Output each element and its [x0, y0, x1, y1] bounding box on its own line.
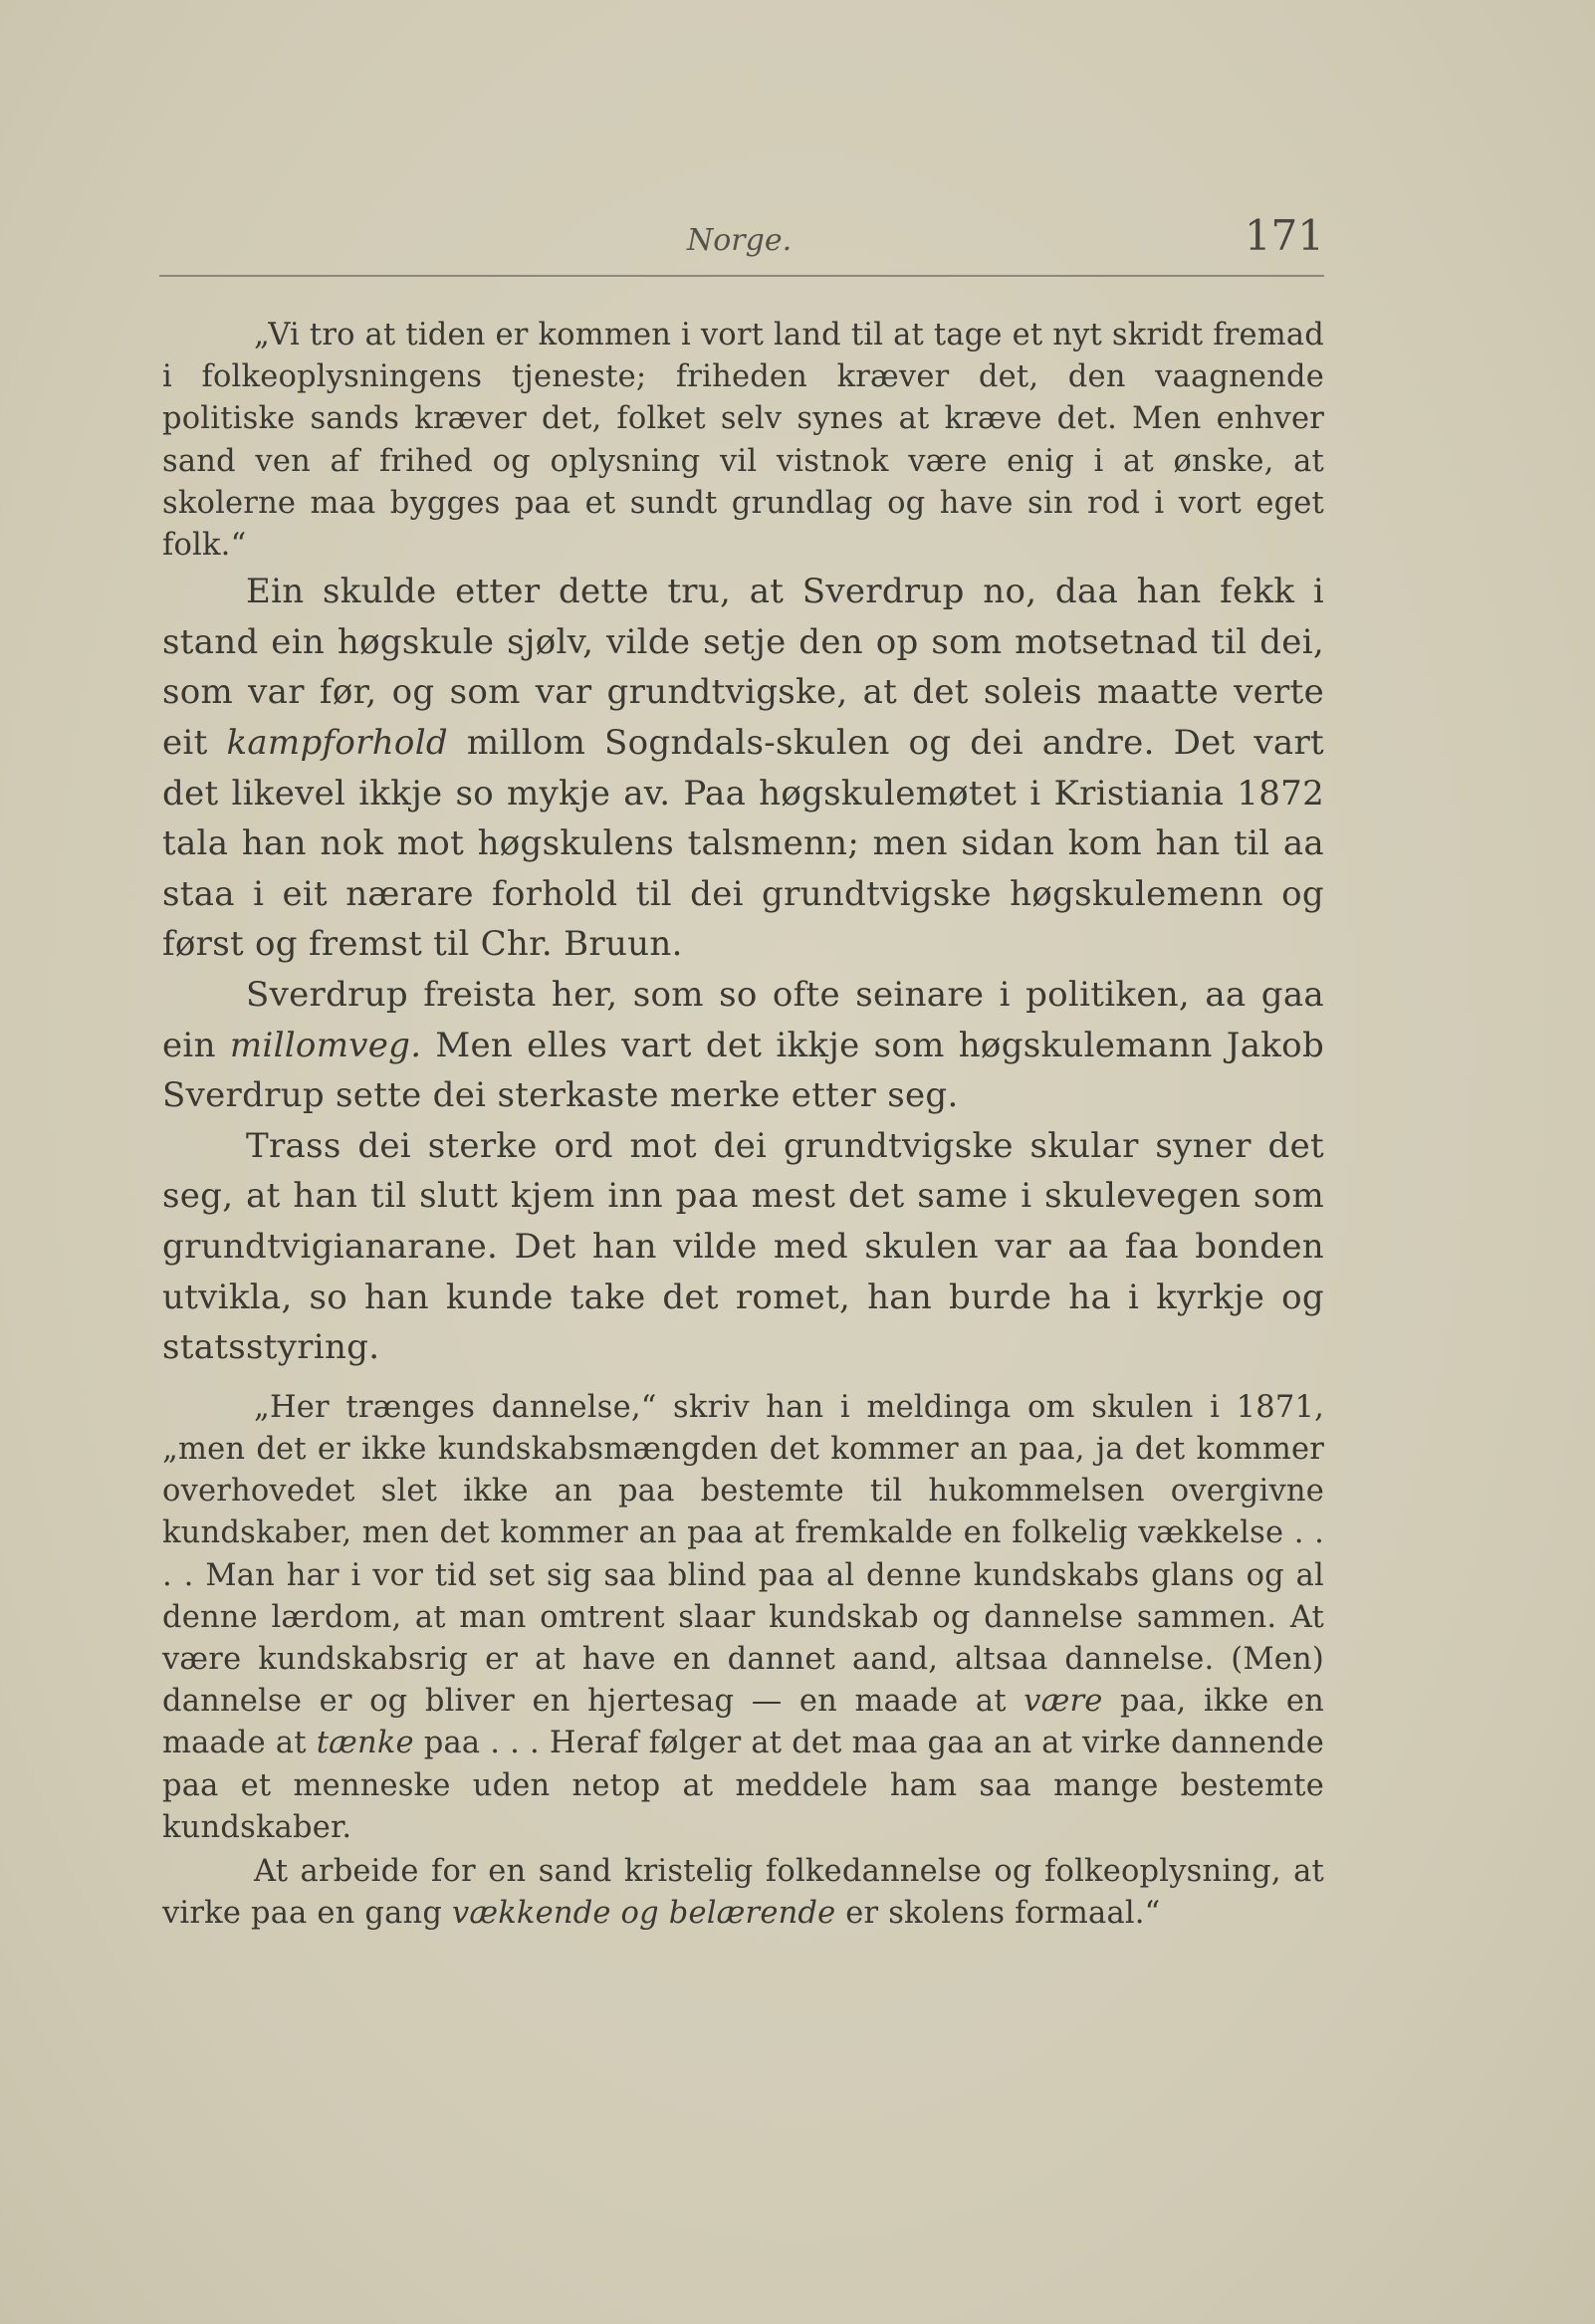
header-rule	[159, 275, 1324, 277]
text-run: Sverdrup freista her, som so ofte seinare i politiken, aa gaa ein	[162, 974, 1324, 1065]
text-run: paa . . . Heraf følger at det maa gaa an at virke dannende paa et menneske uden netop at meddele ham saa mange bestemte kundskaber.	[162, 1726, 1324, 1845]
main-text	[162, 567, 1324, 1373]
body-paragraph-3: Trass dei sterke ord mot dei grundtvigske skular syner det seg, at han til slutt kjem inn paa mest det same i skulevegen som grundtvigianarane. Det han vilde med skulen var aa faa bonden utvikla, so han kunde take det romet, han burde ha i kyrkje og statsstyring.	[162, 1125, 1324, 1368]
running-head-title: Norge.	[687, 223, 793, 258]
page-number: 171	[1244, 211, 1324, 260]
quote-paragraph-2	[162, 1851, 1324, 1935]
quote-block-2	[162, 1387, 1324, 1936]
text-run: paa, ikke en maade at	[162, 1684, 1325, 1761]
quote-paragraph-1	[162, 1387, 1324, 1849]
emphasis-millomveg: millomveg.	[229, 1025, 422, 1065]
text-run: er skolens formaal.“	[835, 1896, 1161, 1932]
text-run: millom Sogndals-skulen og dei andre. Det vart det likevel ikkje so mykje av. Paa høgskulemøtet i Kristiania 1872 tala han nok mot høgskulens talsmenn; men sidan kom han til aa staa i eit nærare forhold til dei grundtvigske høgskulemenn og først og fremst til Chr. Bruun.	[162, 723, 1324, 965]
running-head	[159, 211, 1324, 271]
quote-block-1	[162, 315, 1324, 567]
text-run: At arbeide for en sand kristelig folkedannelse og folkeoplysning, at virke paa en gang	[162, 1853, 1324, 1932]
body-paragraph-2	[162, 970, 1324, 1121]
text-run: Ein skulde etter dette tru, at Sverdrup no, daa han fekk i stand ein høgskule sjølv, vilde setje den op som motsetnad til dei, som var før, og som var grundtvigske, at det soleis maatte verte eit	[162, 572, 1324, 763]
text-run: Men elles vart det ikkje som høgskulemann Jakob Sverdrup sette dei sterkaste merke etter seg.	[162, 1025, 1325, 1116]
text-run: „Her trænges dannelse,“ skriv han i meldinga om skulen i 1871, „men det er ikke kundskabsmængden det kommer an paa, ja det kommer overhovedet slet ikke an paa bestemte til hukommelsen overgivne kundskaber, men det kommer an paa at fremkalde en folkelig vækkelse . . . . Man har i vor tid set sig saa blind paa al denne kundskabs glans og al denne lærdom, at man omtrent slaar kundskab og dannelse sammen. At være kundskabsrig er at have en dannet aand, altsaa dannelse. (Men) dannelse er og bliver en hjertesag — en maade at	[162, 1389, 1324, 1720]
emphasis-taenke: tænke	[316, 1726, 414, 1761]
emphasis-vaekkende: vækkende og belærende	[451, 1896, 836, 1932]
page-body	[162, 315, 1324, 1935]
body-paragraph-1	[162, 567, 1324, 970]
emphasis-vaere: være	[1024, 1684, 1103, 1720]
emphasis-kampforhold: kampforhold	[226, 723, 448, 763]
quote-paragraph: „Vi tro at tiden er kommen i vort land til at tage et nyt skridt fremad i folkeoplysningens tjeneste; friheden kræver det, den vaagnende politiske sands kræver det, folket selv synes at kræve det. Men enhver sand ven af frihed og oplysning vil vistnok være enig i at ønske, at skolerne maa bygges paa et sundt grundlag og have sin rod i vort eget folk.“	[162, 318, 1324, 564]
